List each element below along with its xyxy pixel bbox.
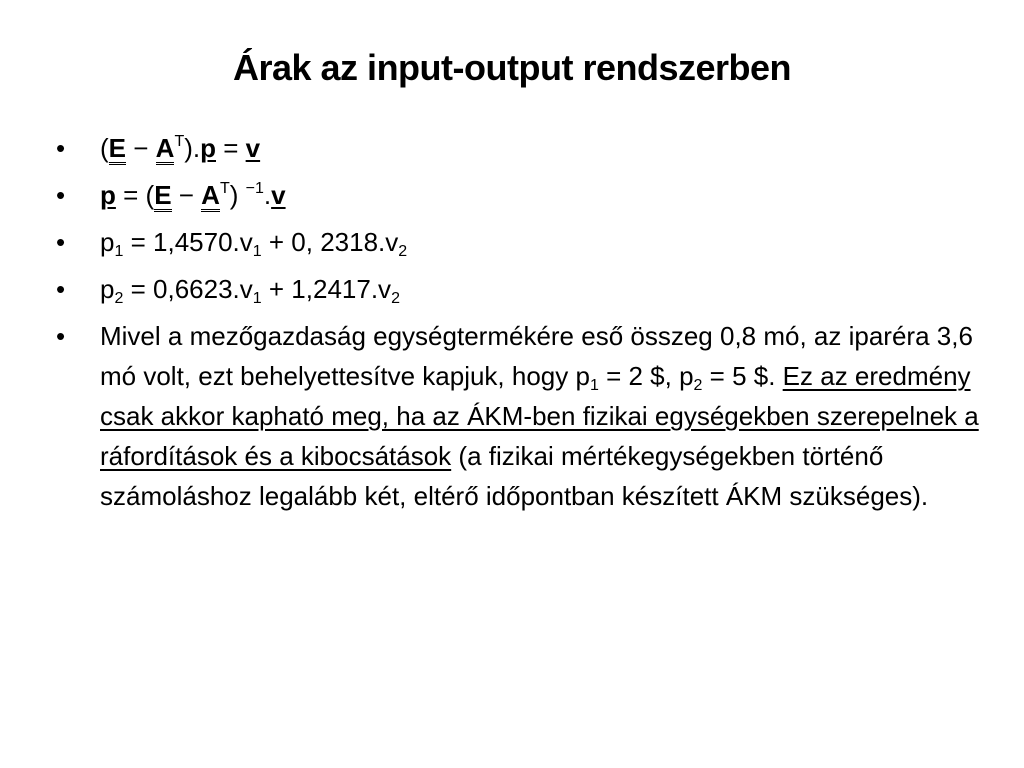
subscript: 2 <box>398 243 408 260</box>
transpose-mark: T <box>174 133 185 150</box>
subscript: 2 <box>114 290 124 307</box>
subscript: 1 <box>252 243 262 260</box>
vector-p: p <box>100 180 116 210</box>
minus-sign: − <box>126 133 156 163</box>
paragraph-text: = 5 $. <box>702 361 783 391</box>
equation-term: + 1,2417.v <box>261 274 392 304</box>
bullet-equation-p1 <box>100 222 980 262</box>
subscript: 2 <box>391 290 400 307</box>
bullet-list <box>100 128 980 523</box>
paragraph-text: Mivel a mezőgazdaság egységtermékére eső összeg 0,8 mó, az iparéra 3,6 mó volt, ezt behelyettesítve kapjuk, hogy p <box>100 321 973 391</box>
equals-paren: = ( <box>115 180 155 210</box>
matrix-E: E <box>108 133 127 163</box>
subscript: 1 <box>252 290 262 307</box>
vector-p: p <box>200 133 216 163</box>
var-p: p <box>100 227 115 257</box>
bullet-paragraph <box>100 316 980 516</box>
matrix-A: A <box>201 180 220 210</box>
bullet-equation-p2 <box>100 269 980 309</box>
equals-sign: = <box>216 133 246 163</box>
paragraph-text: = 2 $, p <box>598 361 694 391</box>
matrix-E: E <box>154 180 172 210</box>
transpose-mark: T <box>219 180 230 197</box>
slide-title: Árak az input-output rendszerben <box>232 47 792 88</box>
var-p: p <box>100 274 115 304</box>
underlined-text: Ez az eredmény csak akkor kapható meg, ha az ÁKM-ben fizikai egységekben szerepelnek a ráfordítások és a kibocsátások <box>100 361 979 471</box>
paragraph-text: (a fizikai mértékegységekben történő számoláshoz legalább két, eltérő időpontban készített ÁKM szükséges). <box>100 441 929 511</box>
subscript: 1 <box>114 243 124 260</box>
vector-v: v <box>245 133 261 163</box>
paren-close-dot: ). <box>184 133 201 163</box>
equation-term: = 1,4570.v <box>123 227 253 257</box>
bullet-formula-2 <box>100 175 980 215</box>
subscript: 1 <box>589 377 599 394</box>
subscript: 2 <box>693 377 703 394</box>
inverse-mark: −1 <box>245 180 264 197</box>
bullet-formula-1 <box>100 128 980 168</box>
minus-sign: − <box>171 180 202 210</box>
dot: . <box>263 180 272 210</box>
paren-close: ) <box>229 180 246 210</box>
vector-v: v <box>271 180 286 210</box>
matrix-A: A <box>155 133 175 163</box>
paren-open: ( <box>100 133 109 163</box>
equation-term: + 0, 2318.v <box>261 227 399 257</box>
equation-term: = 0,6623.v <box>123 274 253 304</box>
